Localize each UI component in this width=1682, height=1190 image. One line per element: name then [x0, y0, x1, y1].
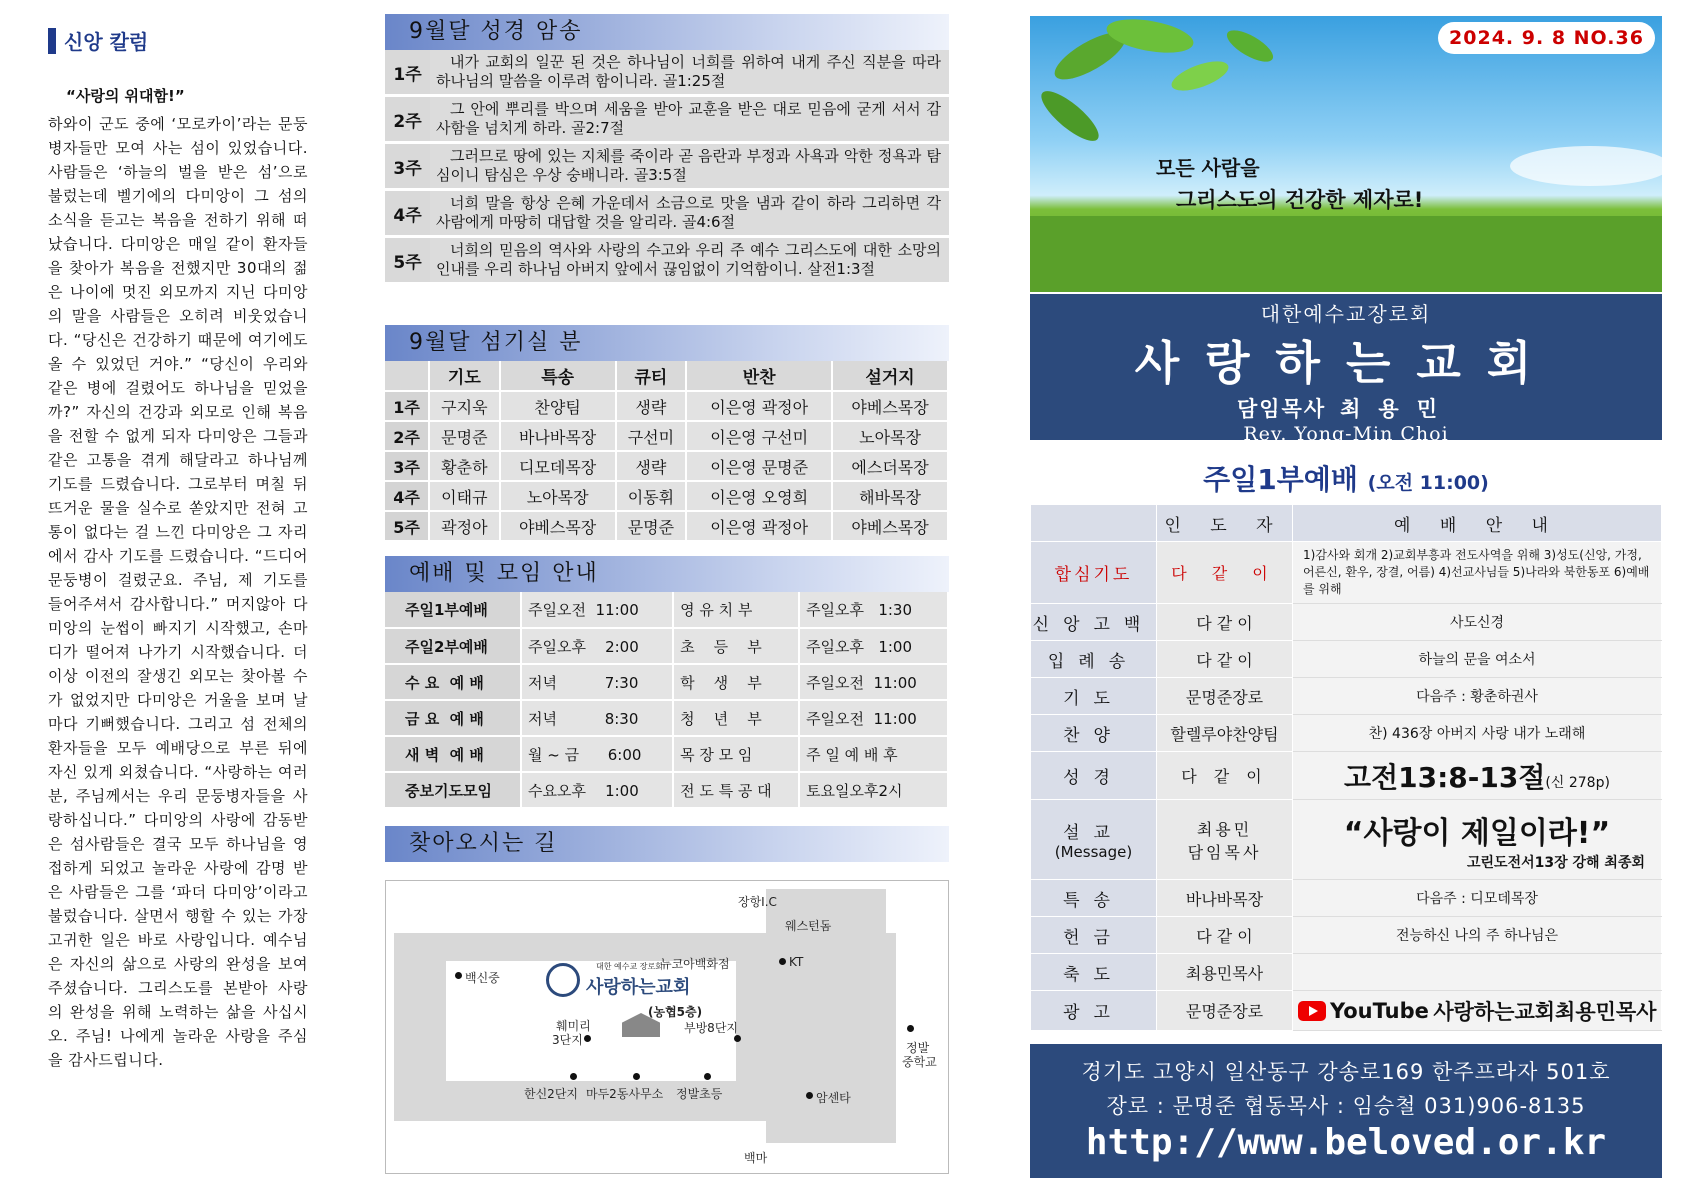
serve-col-header: 기도 [429, 361, 500, 391]
order-leader: 최용민목사 [1157, 954, 1293, 991]
worship-cell: 저녁 8:30 [521, 700, 673, 736]
worship-cell: 저녁 7:30 [521, 664, 673, 700]
map-label-cancer: 암센타 [816, 1091, 851, 1105]
map-label-building: (농협5층) [648, 1005, 703, 1019]
serve-cell: 생략 [616, 451, 687, 481]
map-dot [455, 972, 462, 979]
serve-cell: 이은영 문명준 [686, 451, 832, 481]
map-label-madu: 마두2동사무소 [586, 1087, 664, 1101]
verse-text: 너희의 믿음의 역사와 사랑의 수고와 우리 주 예수 그리스도에 대한 소망의 인내를 우리 하나님 아버지 앞에서 끊임없이 기억함이니. 살전1:3절 [430, 238, 949, 282]
worship-cell: 주일1부예배 [385, 592, 521, 628]
map-dot [907, 1025, 914, 1032]
serve-table [385, 361, 949, 542]
order-detail: 찬) 436장 아버지 사랑 내가 노래해 [1293, 715, 1662, 752]
serve-cell: 노아목장 [832, 421, 948, 451]
order-table [1030, 504, 1662, 1031]
order-leader: 바나바목장 [1157, 880, 1293, 917]
serve-col-header: 특송 [500, 361, 616, 391]
serve-col-header: 설거지 [832, 361, 948, 391]
scripture-page: (신 278p) [1545, 774, 1610, 791]
order-row [1031, 954, 1662, 991]
map-label-bubang: 부방8단지 [684, 1021, 739, 1035]
map-label-church: 사랑하는교회 [586, 977, 691, 998]
serve-cell: 야베스목장 [832, 511, 948, 541]
verse-text: 그 안에 뿌리를 박으며 세움을 받아 교훈을 받은 대로 믿음에 굳게 서서 감사함을 넘치게 하라. 골2:7절 [430, 97, 949, 141]
order-leader: 할렐루야찬양팀 [1157, 715, 1293, 752]
worship-section [385, 556, 949, 809]
worship-cell: 주일오후 2:00 [521, 628, 673, 664]
verse-list [385, 50, 949, 285]
scripture-ref: 고전13:8-13절 [1344, 760, 1546, 794]
worship-table [385, 592, 949, 809]
service-name: 주일1부예배 [1203, 463, 1358, 496]
serve-cell: 이은영 구선미 [686, 421, 832, 451]
worship-cell: 주일2부예배 [385, 628, 521, 664]
serve-cell: 문명준 [429, 421, 500, 451]
map-label-church-small: 대한 예수교 장로회 [596, 962, 663, 971]
serve-cell: 문명준 [616, 511, 687, 541]
order-leader: 다 같 이 [1157, 641, 1293, 678]
serve-cell: 구선미 [616, 421, 687, 451]
order-detail: 다음주 : 디모데목장 [1293, 880, 1662, 917]
map-label-humiri2: 3단지 [552, 1033, 583, 1047]
order-header-guide: 예 배 안 내 [1293, 505, 1662, 542]
map-dot [570, 1073, 577, 1080]
serve-row [385, 511, 948, 541]
map-label-jang-ic: 장항I.C [738, 895, 777, 909]
directions-section [385, 826, 949, 862]
verse-text: 너희 말을 항상 은혜 가운데서 소금으로 맛을 냄과 같이 하라 그리하면 각 사람에게 마땅히 대답할 것을 알리라. 골4:6절 [430, 191, 949, 235]
verse-row [385, 238, 949, 285]
denomination: 대한예수교장로회 [1260, 302, 1432, 326]
order-detail: 전능하신 나의 주 하나님은 [1293, 917, 1662, 954]
slogan-line2: 그리스도의 건강한 제자로! [1176, 188, 1424, 212]
serve-cell: 4주 [385, 481, 429, 511]
slogan-line1: 모든 사람을 [1156, 156, 1260, 180]
worship-row [385, 772, 948, 808]
worship-cell: 주 일 예 배 후 [799, 736, 948, 772]
serve-header: 9월달 섬기실 분 [385, 325, 949, 361]
church-logo-icon [546, 963, 580, 997]
verse-section [385, 14, 949, 285]
serve-cell: 이은영 곽정아 [686, 391, 832, 421]
worship-cell: 주일오후 1:30 [799, 592, 948, 628]
worship-cell: 초 등 부 [673, 628, 799, 664]
serve-cell: 야베스목장 [832, 391, 948, 421]
scripture-label: 성경 [1031, 752, 1157, 800]
order-detail [1293, 954, 1662, 991]
serve-col-header: 큐티 [616, 361, 687, 391]
ad-label: 광고 [1031, 991, 1157, 1031]
order-row [1031, 641, 1662, 678]
map [385, 880, 949, 1174]
column-subtitle: “사랑의 위대함!” [66, 87, 185, 105]
sermon-label [1031, 800, 1157, 880]
verse-row [385, 144, 949, 191]
verse-week: 2주 [393, 111, 422, 132]
worship-cell: 수 요 예 배 [385, 664, 521, 700]
serve-cell: 이동휘 [616, 481, 687, 511]
order-header-blank [1031, 505, 1157, 542]
worship-cell: 청 년 부 [673, 700, 799, 736]
directions-header: 찾아오시는 길 [385, 826, 949, 862]
map-dot [633, 1073, 640, 1080]
serve-row [385, 481, 948, 511]
serve-row [385, 391, 948, 421]
pastor [1030, 393, 1662, 423]
youtube-channel: 사랑하는교회최용민목사 [1433, 999, 1657, 1024]
worship-cell: 월 ~ 금 6:00 [521, 736, 673, 772]
prayer-items: 1)감사와 회개 2)교회부흥과 전도사역을 위해 3)성도(신앙, 가정, 어른신, 환우, 장결, 어름) 4)선교사님들 5)나라와 북한동포 6)예배를 위해 [1293, 542, 1662, 604]
worship-cell: 수요오후 1:00 [521, 772, 673, 808]
scripture [1293, 752, 1662, 800]
serve-cell: 2주 [385, 421, 429, 451]
order-label: 신앙고백 [1031, 604, 1157, 641]
address: 경기도 고양시 일산동구 강송로169 한주프라자 501호 [1081, 1060, 1611, 1084]
worship-cell: 영 유 치 부 [673, 592, 799, 628]
order-detail: 다음주 : 황춘하권사 [1293, 678, 1662, 715]
serve-cell: 생략 [616, 391, 687, 421]
title-bar-icon [48, 28, 56, 54]
ad-leader: 문명준장로 [1157, 991, 1293, 1031]
worship-cell: 목 장 모 임 [673, 736, 799, 772]
serve-col-header: 반찬 [686, 361, 832, 391]
serve-row [385, 451, 948, 481]
website-link[interactable]: http://www.beloved.or.kr [1085, 1122, 1607, 1163]
worship-header: 예배 및 모임 안내 [385, 556, 949, 592]
map-label-jeongbal-es: 정발초등 [676, 1087, 723, 1101]
sermon-leader-title: 담임목사 [1187, 842, 1262, 862]
faith-column [48, 26, 308, 1072]
verse-week: 5주 [393, 252, 422, 273]
order-leader: 다 같 이 [1157, 604, 1293, 641]
verse-row [385, 50, 949, 97]
worship-cell: 주일오전 11:00 [799, 700, 948, 736]
sermon-label-en: (Message) [1054, 843, 1133, 861]
verse-week: 1주 [393, 64, 422, 85]
worship-row [385, 628, 948, 664]
youtube-link[interactable] [1293, 991, 1662, 1031]
order-leader: 문명준장로 [1157, 678, 1293, 715]
order-of-service [1030, 504, 1662, 1031]
order-row [1031, 880, 1662, 917]
church-header [1030, 294, 1662, 445]
order-detail: 사도신경 [1293, 604, 1662, 641]
serve-section [385, 325, 949, 542]
map-dot [779, 958, 786, 965]
map-roads [386, 881, 950, 1175]
map-label-baekma: 백마 [744, 1151, 768, 1165]
verse-row [385, 191, 949, 238]
map-label-baeksin: 백신중 [465, 971, 500, 985]
order-row [1031, 715, 1662, 752]
order-detail: 하늘의 문을 여소서 [1293, 641, 1662, 678]
map-label-hanshin: 한신2단지 [524, 1087, 579, 1101]
worship-row [385, 700, 948, 736]
scripture-leader: 다 같 이 [1157, 752, 1293, 800]
serve-cell: 구지욱 [429, 391, 500, 421]
serve-cell: 이은영 곽정아 [686, 511, 832, 541]
map-label-newcore: 뉴코아백화점 [660, 957, 730, 971]
church-name: 사랑하는교회 [1134, 336, 1558, 390]
order-leader: 다 같 이 [1157, 917, 1293, 954]
sermon-leader-name: 최용민 [1196, 819, 1253, 839]
banner-image [1030, 16, 1662, 292]
worship-row [385, 592, 948, 628]
sermon-series: 고린도전서13장 강해 최종회 [1467, 854, 1645, 871]
serve-cell: 3주 [385, 451, 429, 481]
serve-cell: 곽정아 [429, 511, 500, 541]
column-title: 신앙 칼럼 [48, 26, 308, 55]
worship-cell: 전 도 특 공 대 [673, 772, 799, 808]
serve-cell: 바나바목장 [500, 421, 616, 451]
prayer-leader: 다 같 이 [1157, 542, 1293, 604]
map-label-jeongbal-ms1: 정발 [906, 1041, 930, 1055]
worship-cell: 주일오전 11:00 [521, 592, 673, 628]
order-label: 기도 [1031, 678, 1157, 715]
order-row [1031, 678, 1662, 715]
footer [1030, 1044, 1662, 1178]
sermon-title: “사랑이 제일이라!” [1343, 815, 1611, 851]
verse-text: 그러므로 땅에 있는 지체를 죽이라 곧 음란과 부정과 사욕과 악한 정욕과 탐심이니 탐심은 우상 숭배니라. 골3:5절 [430, 144, 949, 188]
worship-cell: 주일오전 11:00 [799, 664, 948, 700]
worship-row [385, 736, 948, 772]
serve-cell: 야베스목장 [500, 511, 616, 541]
contacts: 장로 : 문명준 협동목사 : 임승철 031)906-8135 [1106, 1094, 1586, 1118]
worship-cell: 새 벽 예 배 [385, 736, 521, 772]
worship-cell: 토요일오후2시 [799, 772, 948, 808]
serve-cell: 디모데목장 [500, 451, 616, 481]
map-label-western-dome: 웨스턴돔 [785, 919, 832, 933]
prayer-label: 합심기도 [1031, 542, 1157, 604]
serve-cell: 이태규 [429, 481, 500, 511]
serve-cell: 황춘하 [429, 451, 500, 481]
verse-header: 9월달 성경 암송 [385, 14, 949, 50]
worship-cell: 주일오후 1:00 [799, 628, 948, 664]
verse-row [385, 97, 949, 144]
worship-cell: 학 생 부 [673, 664, 799, 700]
order-label: 축도 [1031, 954, 1157, 991]
serve-cell: 찬양팀 [500, 391, 616, 421]
serve-cell: 1주 [385, 391, 429, 421]
serve-cell: 이은영 오영희 [686, 481, 832, 511]
worship-cell: 중보기도모임 [385, 772, 521, 808]
map-label-kt: KT [789, 955, 804, 969]
sermon-label-ko: 설교 [1063, 823, 1124, 843]
order-label: 찬양 [1031, 715, 1157, 752]
leaves-icon [1030, 16, 1662, 292]
map-dot [806, 1092, 813, 1099]
worship-row [385, 664, 948, 700]
map-label-humiri: 훼미리 [556, 1019, 591, 1033]
order-header-leader: 인 도 자 [1157, 505, 1293, 542]
worship-cell: 금 요 예 배 [385, 700, 521, 736]
map-dot [704, 1073, 711, 1080]
sermon-leader [1157, 800, 1293, 880]
order-row [1031, 604, 1662, 641]
serve-cell: 해바목장 [832, 481, 948, 511]
order-label: 특송 [1031, 880, 1157, 917]
order-label: 헌금 [1031, 917, 1157, 954]
service-time: (오전 11:00) [1367, 472, 1489, 494]
map-dot [734, 1035, 741, 1042]
column-body: 하와이 군도 중에 ‘모로카이’라는 문둥병자들만 모여 사는 섬이 있었습니다. 사람들은 ‘하늘의 벌을 받은 섬’으로 불렀는데 벨기에의 다미앙이 그 섬의 소식을 듣고는 복음을 전하기 위해 떠났습니다. 다미앙은 매일 같이 환자들을 찾아가 복음을 전했지만 30대의 젊은 나이에 멋진 외모까지 지닌 다미앙의 말을 사람들은 오히려 비웃었습니다. “당신은 건강하기 때문에 여기에도 올 수 있었던 거야.” “당신이 우리와 같은 병에 걸렸어도 하나님을 믿었을까?” 자신의 건강과 외모로 인해 복음을 전할 수 없게 되자 다미앙은 그들과 같은 고통을 겪게 해달라고 하나님께 기도를 드렸습니다. 그로부터 며칠 뒤 뜨거운 물을 실수로 쏟았지만 전혀 고통이 없다는 걸 느낀 다미앙은 그 자리에서 감사 기도를 드렸습니다. “드디어 문둥병이 걸렸군요. 주님, 제 기도를 들어주셔서 감사합니다.” 머지않아 다미앙의 눈썹이 빠지기 시작했고, 손마디가 떨어져 나가기 시작했습니다. 더 이상 이전의 잘생긴 외모는 찾아볼 수가 없었지만 다미앙은 거울을 보며 날마다 기뻐했습니다. 그리고 섬 전체의 환자들을 모두 예배당으로 부른 뒤에 자신 있게 외쳤습니다. “사랑하는 여러분, 주님께서는 우리 문둥병자들을 사랑하십니다.” 다미앙의 사랑에 감동받은 섬사람들은 결국 모두 하나님을 영접하게 되었고 놀라운 사랑에 감명 받은 사람들은 그를 ‘파더 다미앙’이라고 불렀습니다. 살면서 행할 수 있는 가장 고귀한 일은 바로 사랑입니다. 예수님은 자신의 삶으로 사랑의 완성을 보여주셨습니다. 그리스도를 본받아 사랑의 완성을 위해 노력하는 삶을 사십시오. 주님! 나에게 놀라운 사랑을 주심을 감사드립니다. [48, 115, 308, 1069]
pastor-title: 담임목사 [1236, 397, 1327, 421]
verse-week: 4주 [393, 205, 422, 226]
map-label-jeongbal-ms2: 중학교 [902, 1055, 937, 1069]
order-label: 입례송 [1031, 641, 1157, 678]
pastor-english: Rev. Yong-Min Choi [1243, 423, 1449, 445]
map-dot [584, 1035, 591, 1042]
verse-week: 3주 [393, 158, 422, 179]
youtube-icon [1298, 1001, 1326, 1021]
sermon [1293, 800, 1662, 880]
pastor-name: 최용민 [1340, 397, 1455, 421]
serve-row [385, 421, 948, 451]
date-badge: 2024. 9. 8 NO.36 [1438, 22, 1655, 54]
serve-cell: 에스더목장 [832, 451, 948, 481]
service-title [1030, 458, 1662, 498]
serve-col-header [385, 361, 429, 391]
order-row [1031, 917, 1662, 954]
youtube-label: YouTube [1329, 998, 1429, 1023]
serve-cell: 노아목장 [500, 481, 616, 511]
serve-cell: 5주 [385, 511, 429, 541]
verse-text: 내가 교회의 일꾼 된 것은 하나님이 너희를 위하여 내게 주신 직분을 따라 하나님의 말씀을 이루려 함이니라. 골1:25절 [430, 50, 949, 94]
